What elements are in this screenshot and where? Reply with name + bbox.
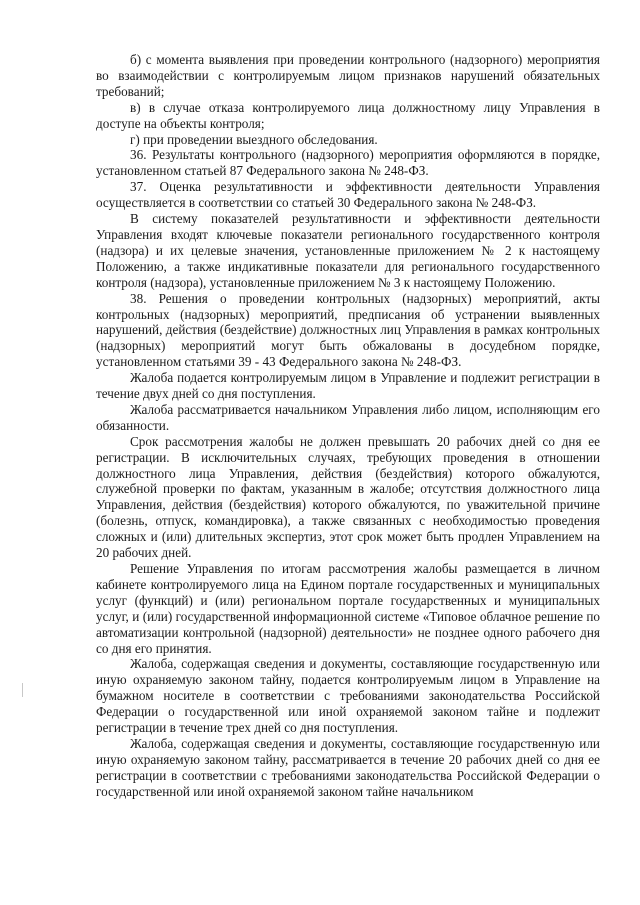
paragraph-37-evaluation: 37. Оценка результативности и эффективности деятельности Управления осуществляется в соответствии со статьей 30 Федерального закона № 248-ФЗ. xyxy=(96,179,600,211)
paragraph-complaint-filing: Жалоба подается контролируемым лицом в Управление и подлежит регистрации в течение двух дней со дня поступления. xyxy=(96,370,600,402)
paragraph-36-results: 36. Результаты контрольного (надзорного) мероприятия оформляются в порядке, установленном статьей 87 Федерального закона № 248-ФЗ. xyxy=(96,147,600,179)
paragraph-indicators: В систему показателей результативности и эффективности деятельности Управления входят ключевые показатели регионального государственного контроля (надзора) и их целевые значения, установленные приложением № 2 к настоящему Положению, а также индикативные показатели для регионального государственного контроля (надзора), установленные приложением № 3 к настоящему Положению. xyxy=(96,211,600,290)
paragraph-review-term: Срок рассмотрения жалобы не должен превышать 20 рабочих дней со дня ее регистрации. В исключительных случаях, требующих проведения в отношении должностного лица Управления, действия (бездействия) которого обжалуются, служебной проверки по фактам, указанным в жалобе; отсутствия должностного лица Управления, действия (бездействия) которого обжалуются, по уважительной причине (болезнь, отпуск, командировка), а также связанных с необходимостью проведения сложных и (или) длительных экспертиз, этот срок может быть продлен Управлением на 20 рабочих дней. xyxy=(96,433,600,561)
paragraph-secret-review: Жалоба, содержащая сведения и документы, составляющие государственную или иную охраняемую законом тайну, рассматривается в течение 20 рабочих дней со дня ее регистрации в соответствии с требованиями законодательства Российской Федерации о государственной или иной охраняемой законом тайне начальником xyxy=(96,735,600,799)
paragraph-38-appeal: 38. Решения о проведении контрольных (надзорных) мероприятий, акты контрольных (надзорных) мероприятий, предписания об устранении выявленных нарушений, действия (бездействие) должностных лиц Управления в рамках контрольных (надзорных) мероприятий могут быть обжалованы в досудебном порядке, установленном статьями 39 - 43 Федерального закона № 248-ФЗ. xyxy=(96,290,600,370)
paragraph-v-refusal: в) в случае отказа контролируемого лица должностному лицу Управления в доступе на объекты контроля; xyxy=(96,99,600,131)
document-body xyxy=(96,52,600,800)
paragraph-g-inspection: г) при проведении выездного обследования. xyxy=(130,131,378,147)
paragraph-b-detection: б) с момента выявления при проведении контрольного (надзорного) мероприятия во взаимодействии с контролируемым лицом признаков нарушений обязательных требований; xyxy=(96,52,600,99)
paragraph-secret-filing: Жалоба, содержащая сведения и документы, составляющие государственную или иную охраняемую законом тайну, подается контролируемым лицом в Управление на бумажном носителе в соответствии с требованиями законодательства Российской Федерации о государственной или иной охраняемой законом тайне и подлежит регистрации в течение трех дней со дня поступления. xyxy=(96,656,600,736)
scan-margin-mark xyxy=(22,683,23,697)
paragraph-complaint-review: Жалоба рассматривается начальником Управления либо лицом, исполняющим его обязанности. xyxy=(96,401,600,433)
paragraph-decision-publication: Решение Управления по итогам рассмотрения жалобы размещается в личном кабинете контролируемого лица на Едином портале государственных и муниципальных услуг (функций) и (или) региональном портале государственных и муниципальных услуг, и (или) государственной информационной системе «Типовое облачное решение по автоматизации контрольной (надзорной) деятельности» не позднее одного рабочего дня со дня его принятия. xyxy=(96,561,600,656)
